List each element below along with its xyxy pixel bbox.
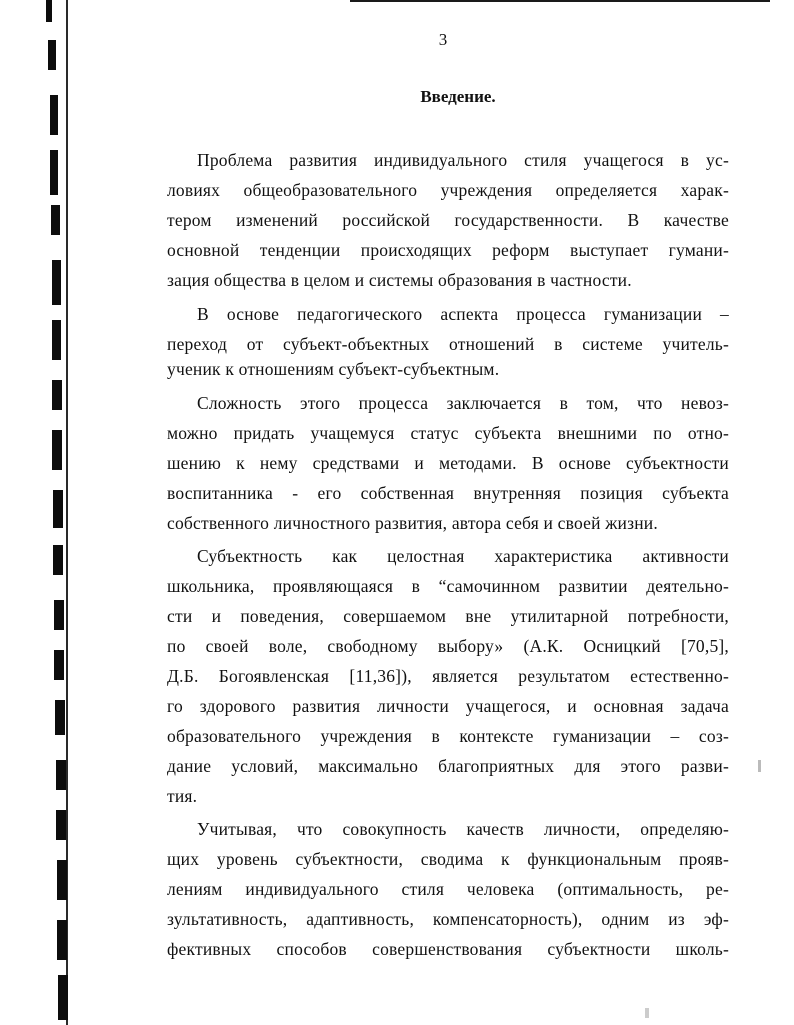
text-line: сти и поведения, совершаемом вне утилитарной потребности, <box>167 606 729 626</box>
binding-mark <box>53 545 63 575</box>
binding-mark <box>52 430 62 470</box>
text-line: В основе педагогического аспекта процесса гуманизации – <box>197 304 729 324</box>
binding-mark <box>51 205 60 235</box>
text-line: воспитанника - его собственная внутренняя позиция субъекта <box>167 483 729 503</box>
text-line: Проблема развития индивидуального стиля учащегося в ус- <box>197 150 729 170</box>
binding-mark <box>54 650 64 680</box>
text-line: Сложность этого процесса заключается в том, что невоз- <box>197 393 729 413</box>
binding-mark <box>46 0 52 22</box>
text-line: основной тенденции происходящих реформ выступает гумани- <box>167 240 729 260</box>
scan-top-line <box>350 0 770 2</box>
text-line: школьника, проявляющаяся в “самочинном развитии деятельно- <box>167 576 729 596</box>
text-line: тия. <box>167 786 198 806</box>
text-line: зация общества в целом и системы образования в частности. <box>167 270 632 290</box>
text-line: фективных способов совершенствования субъектности школь- <box>167 939 729 959</box>
binding-mark <box>56 760 66 790</box>
text-line: щих уровень субъектности, сводима к функциональным прояв- <box>167 849 729 869</box>
binding-mark <box>57 860 67 900</box>
binding-mark <box>52 380 62 410</box>
binding-mark <box>54 600 64 630</box>
text-line: дание условий, максимально благоприятных для этого разви- <box>167 756 729 776</box>
binding-mark <box>55 700 65 735</box>
scan-speck <box>645 1008 649 1018</box>
text-line: по своей воле, свободному выбору» (А.К. Осницкий [70,5], <box>167 636 729 656</box>
text-line: шению к нему средствами и методами. В основе субъектности <box>167 453 729 473</box>
binding-mark <box>53 490 63 528</box>
text-line: тером изменений российской государственности. В качестве <box>167 210 729 230</box>
text-line: ученик к отношениям субъект-субъектным. <box>167 359 500 379</box>
binding-mark <box>56 810 66 840</box>
page-title: Введение. <box>420 87 496 106</box>
text-line: Д.Б. Богоявленская [11,36]), является результатом естественно- <box>167 666 729 686</box>
text-line: ловиях общеобразовательного учреждения определяется харак- <box>167 180 729 200</box>
binding-mark <box>57 920 67 960</box>
scan-speck <box>758 760 761 772</box>
text-line: можно придать учащемуся статус субъекта внешними по отно- <box>167 423 729 443</box>
text-line: лениям индивидуального стиля человека (оптимальность, ре- <box>167 879 729 899</box>
page-number: 3 <box>438 30 448 49</box>
text-line: образовательного учреждения в контексте гуманизации – соз- <box>167 726 729 746</box>
text-line: Учитывая, что совокупность качеств личности, определяю- <box>197 819 729 839</box>
text-line: зультативность, адаптивность, компенсаторность), одним из эф- <box>167 909 729 929</box>
binding-mark <box>50 150 58 195</box>
binding-mark <box>52 260 61 305</box>
binding-strip <box>38 0 70 1025</box>
text-line: переход от субъект-объектных отношений в системе учитель- <box>167 334 729 354</box>
text-line: собственного личностного развития, автора себя и своей жизни. <box>167 513 658 533</box>
binding-mark <box>58 975 68 1020</box>
binding-mark <box>52 320 61 360</box>
text-line: Субъектность как целостная характеристика активности <box>197 546 729 566</box>
text-line: го здорового развития личности учащегося, и основная задача <box>167 696 729 716</box>
